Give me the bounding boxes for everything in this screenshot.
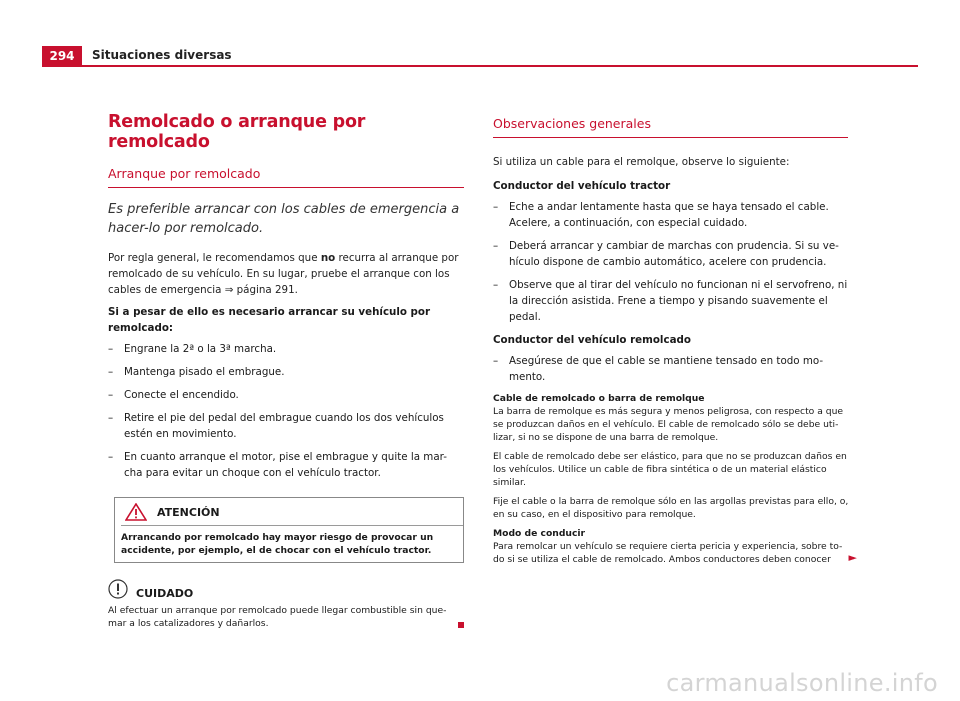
- list-item: [493, 353, 849, 385]
- section-title: Observaciones generales: [493, 116, 848, 138]
- warning-title: ATENCIÓN: [157, 505, 220, 519]
- caution-header: [108, 579, 464, 603]
- warning-header: [121, 498, 463, 526]
- text-run: recurra al arranque por remolcado de su vehículo. En su lugar, pruebe el arranque con los cables de emergencia ⇒ página 291.: [108, 252, 459, 296]
- emphasis-text: no: [320, 252, 336, 264]
- dash-bullet: –: [108, 366, 114, 378]
- paragraph: El cable de remolcado debe ser elástico, para que no se produzcan daños en los vehículos. Utilice un cable de fibra sintética o de un material elástico similar.: [493, 451, 847, 488]
- dash-bullet: –: [108, 412, 114, 424]
- list-item-text: Retire el pie del pedal del embrague cuando los dos vehículos estén en movimiento.: [124, 412, 444, 440]
- caution-icon: [108, 579, 128, 603]
- caution-text: [108, 604, 464, 630]
- towed-list: [493, 353, 849, 385]
- tractor-list: [493, 199, 849, 325]
- list-item: [108, 341, 464, 357]
- list-item: [493, 277, 849, 325]
- page-number: 294: [42, 46, 82, 66]
- list-item-text: Conecte el encendido.: [124, 389, 239, 401]
- section-end-marker: [458, 622, 464, 628]
- subsection-title: Arranque por remolcado: [108, 166, 464, 188]
- header-rule: [42, 65, 918, 67]
- dash-bullet: –: [108, 343, 114, 355]
- towed-heading: Conductor del vehículo remolcado: [493, 334, 691, 346]
- list-item-text: Eche a andar lentamente hasta que se haya tensado el cable. Acelere, a continuación, con especial cuidado.: [509, 201, 829, 229]
- running-header: Situaciones diversas: [92, 48, 232, 62]
- list-item-text: Engrane la 2ª o la 3ª marcha.: [124, 343, 277, 355]
- right-column: [493, 116, 857, 572]
- warning-box: [114, 497, 464, 563]
- dash-bullet: –: [493, 240, 499, 252]
- paragraph: [493, 540, 857, 566]
- cable-heading: Cable de remolcado o barra de remolque: [493, 393, 705, 404]
- dash-bullet: –: [493, 279, 499, 291]
- watermark: carmanualsonline.info: [666, 669, 938, 697]
- list-item-text: Deberá arrancar y cambiar de marchas con prudencia. Si su ve-hículo dispone de cambio automático, acelere con prudencia.: [509, 240, 839, 268]
- caution-text-content: Al efectuar un arranque por remolcado puede llegar combustible sin que-mar a los catalizadores y dañarlos.: [108, 605, 447, 629]
- warning-text: Arrancando por remolcado hay mayor riesgo de provocar un accidente, por ejemplo, el de chocar con el vehículo tractor.: [121, 532, 434, 556]
- section-title: Remolcado o arranque por remolcado: [108, 112, 366, 152]
- dash-bullet: –: [108, 451, 114, 463]
- left-column: [108, 112, 464, 630]
- warning-triangle-icon: [121, 503, 151, 521]
- steps-list: [108, 341, 464, 481]
- text-run: Por regla general, le recomendamos que: [108, 252, 321, 264]
- list-item: [108, 364, 464, 380]
- paragraph: [108, 250, 464, 298]
- intro-text: Si utiliza un cable para el remolque, observe lo siguiente:: [493, 156, 790, 168]
- list-item-text: En cuanto arranque el motor, pise el embrague y quite la mar-cha para evitar un choque con el vehículo tractor.: [124, 451, 447, 479]
- dash-bullet: –: [493, 355, 499, 367]
- continue-arrow-icon: ►: [848, 551, 857, 564]
- list-item: [108, 449, 464, 481]
- paragraph: Fije el cable o la barra de remolque sólo en las argollas previstas para ello, o, en su caso, en el dispositivo para remolque.: [493, 496, 849, 520]
- steps-lead: Si a pesar de ello es necesario arrancar su vehículo por remolcado:: [108, 306, 431, 334]
- dash-bullet: –: [493, 201, 499, 213]
- list-item: [108, 387, 464, 403]
- paragraph-text: Para remolcar un vehículo se requiere cierta pericia y experiencia, sobre to-do si se utiliza el cable de remolcado. Ambos conductores deben conocer: [493, 541, 843, 565]
- list-item-text: Asegúrese de que el cable se mantiene tensado en todo mo-mento.: [509, 355, 824, 383]
- caution-note: [108, 579, 464, 630]
- drive-heading: Modo de conducir: [493, 528, 586, 539]
- list-item: [108, 410, 464, 442]
- list-item-text: Mantenga pisado el embrague.: [124, 366, 285, 378]
- intro-text: Es preferible arrancar con los cables de emergencia a hacer-lo por remolcado.: [108, 202, 460, 236]
- dash-bullet: –: [108, 389, 114, 401]
- paragraph: La barra de remolque es más segura y menos peligrosa, con respecto a que se produzcan daños en el vehículo. El cable de remolcado sólo se debe uti-lizar, si no se dispone de una barra de remolque.: [493, 406, 844, 443]
- tractor-heading: Conductor del vehículo tractor: [493, 180, 671, 192]
- caution-title: CUIDADO: [136, 586, 194, 600]
- list-item: [493, 199, 849, 231]
- list-item-text: Observe que al tirar del vehículo no funcionan ni el servofreno, ni la dirección asistida. Frene a tiempo y pisando suavemente el pedal.: [509, 279, 848, 323]
- list-item: [493, 238, 849, 270]
